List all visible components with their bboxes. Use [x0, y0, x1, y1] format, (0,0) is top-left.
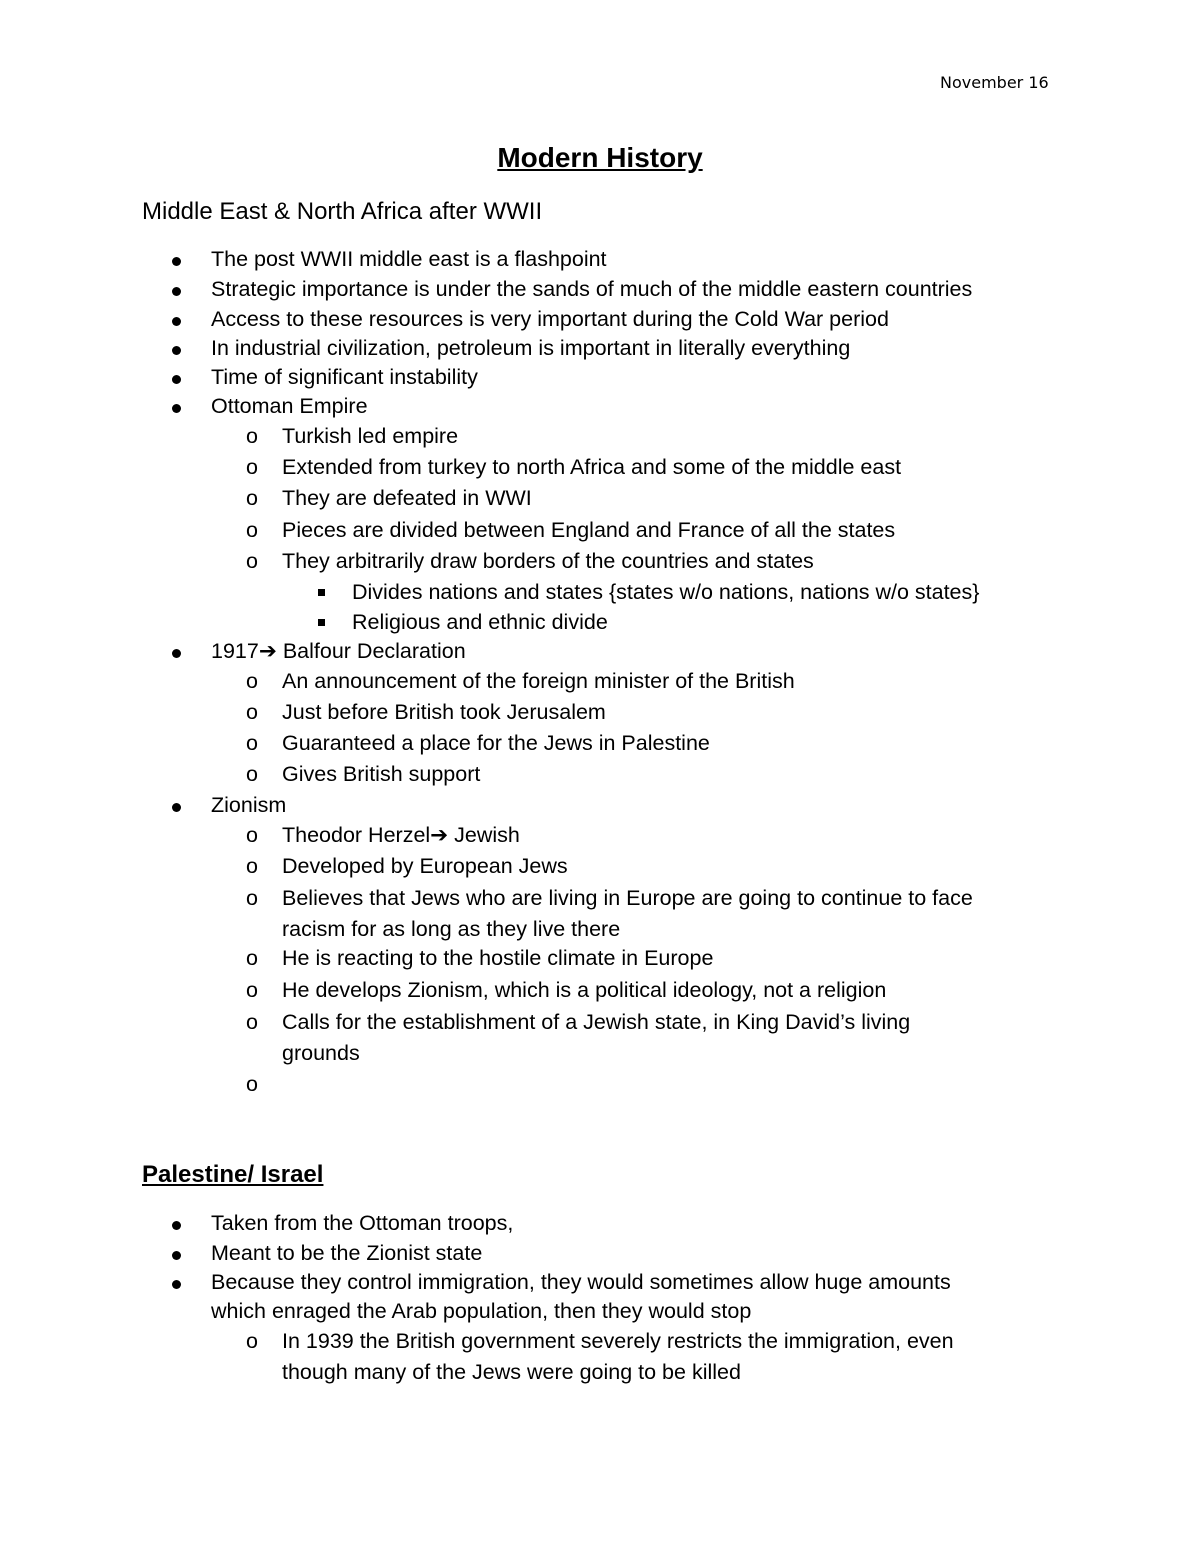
- bullet-icon: [172, 391, 181, 422]
- list-item-continuation: which enraged the Arab population, then they would stop: [211, 1299, 752, 1323]
- bullet-icon: [172, 244, 181, 275]
- circle-bullet-icon: o: [246, 978, 258, 1002]
- list-item: Strategic importance is under the sands of much of the middle eastern countries: [211, 277, 973, 301]
- square-bullet-icon: [318, 607, 325, 638]
- circle-bullet-icon: o: [246, 424, 258, 448]
- list-item-continuation: grounds: [282, 1041, 360, 1065]
- list-item: Extended from turkey to north Africa and some of the middle east: [282, 455, 902, 479]
- list-item: Just before British took Jerusalem: [282, 700, 606, 724]
- circle-bullet-icon: o: [246, 946, 258, 970]
- circle-bullet-icon: o: [246, 1010, 258, 1034]
- bullet-icon: [172, 1267, 181, 1298]
- circle-bullet-icon: o: [246, 1072, 258, 1096]
- list-item: Guaranteed a place for the Jews in Palestine: [282, 731, 710, 755]
- list-item: Ottoman Empire: [211, 394, 368, 418]
- bullet-icon: [172, 790, 181, 821]
- list-item: The post WWII middle east is a flashpoint: [211, 247, 607, 271]
- circle-bullet-icon: o: [246, 486, 258, 510]
- list-item: Believes that Jews who are living in Europe are going to continue to face: [282, 886, 973, 910]
- list-item: In 1939 the British government severely restricts the immigration, even: [282, 1329, 954, 1353]
- list-item: Developed by European Jews: [282, 854, 568, 878]
- circle-bullet-icon: o: [246, 455, 258, 479]
- circle-bullet-icon: o: [246, 731, 258, 755]
- circle-bullet-icon: o: [246, 854, 258, 878]
- list-item: Theodor Herzel➔ Jewish: [282, 823, 520, 847]
- list-item-continuation: racism for as long as they live there: [282, 917, 621, 941]
- list-item-continuation: though many of the Jews were going to be killed: [282, 1360, 741, 1384]
- circle-bullet-icon: o: [246, 762, 258, 786]
- section-heading-middle-east: Middle East & North Africa after WWII: [142, 198, 543, 225]
- list-item: He develops Zionism, which is a political ideology, not a religion: [282, 978, 887, 1002]
- bullet-icon: [172, 274, 181, 305]
- list-item: He is reacting to the hostile climate in Europe: [282, 946, 714, 970]
- circle-bullet-icon: o: [246, 1329, 258, 1353]
- square-bullet-icon: [318, 577, 325, 608]
- page-title: [0, 142, 1200, 174]
- bullet-icon: [172, 362, 181, 393]
- list-item: They are defeated in WWI: [282, 486, 532, 510]
- list-item: Zionism: [211, 793, 287, 817]
- list-item: Taken from the Ottoman troops,: [211, 1211, 514, 1235]
- page-date: November 16: [940, 73, 1049, 92]
- circle-bullet-icon: o: [246, 823, 258, 847]
- list-item: They arbitrarily draw borders of the countries and states: [282, 549, 814, 573]
- bullet-icon: [172, 636, 181, 667]
- list-item: Religious and ethnic divide: [352, 610, 608, 634]
- section-heading-palestine: [142, 1161, 323, 1189]
- list-item: Meant to be the Zionist state: [211, 1241, 483, 1265]
- list-item: Turkish led empire: [282, 424, 459, 448]
- list-item: In industrial civilization, petroleum is important in literally everything: [211, 336, 851, 360]
- circle-bullet-icon: o: [246, 886, 258, 910]
- bullet-icon: [172, 1208, 181, 1239]
- list-item: Gives British support: [282, 762, 481, 786]
- circle-bullet-icon: o: [246, 669, 258, 693]
- list-item: 1917➔ Balfour Declaration: [211, 639, 466, 663]
- list-item: Access to these resources is very important during the Cold War period: [211, 307, 889, 331]
- bullet-icon: [172, 304, 181, 335]
- page-title-text: Modern History: [497, 142, 703, 173]
- list-item: Divides nations and states {states w/o nations, nations w/o states}: [352, 580, 980, 604]
- list-item: An announcement of the foreign minister of the British: [282, 669, 795, 693]
- list-item: Pieces are divided between England and France of all the states: [282, 518, 896, 542]
- bullet-icon: [172, 333, 181, 364]
- list-item: Calls for the establishment of a Jewish state, in King David’s living: [282, 1010, 911, 1034]
- circle-bullet-icon: o: [246, 518, 258, 542]
- bullet-icon: [172, 1238, 181, 1269]
- list-item: Time of significant instability: [211, 365, 478, 389]
- section-heading-palestine-text: Palestine/ Israel: [142, 1161, 324, 1188]
- circle-bullet-icon: o: [246, 700, 258, 724]
- list-item: Because they control immigration, they would sometimes allow huge amounts: [211, 1270, 951, 1294]
- circle-bullet-icon: o: [246, 549, 258, 573]
